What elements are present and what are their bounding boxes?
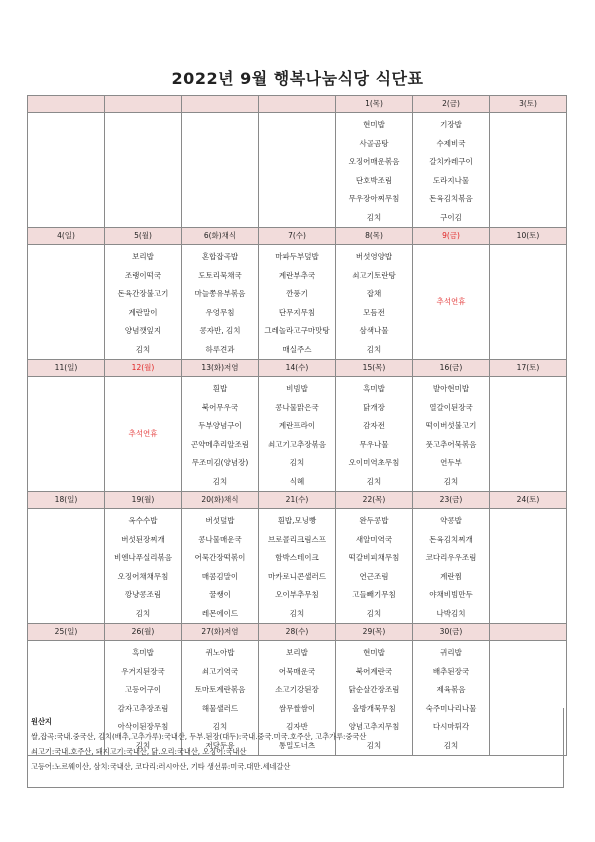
menu-item: 연두부 [440, 458, 462, 467]
menu-item: 흑미밥 [363, 384, 385, 393]
date-cell: 8(목) [336, 228, 413, 245]
date-cell: 13(화)저염 [182, 360, 259, 377]
menu-item: 모듬전 [363, 307, 385, 317]
origin-heading: 원산지 [31, 717, 52, 726]
menu-item: 숙주미나리나물 [425, 703, 477, 713]
menu-item: 삼색나물 [359, 326, 389, 335]
date-cell: 9(금) [413, 228, 490, 245]
date-cell: 29(목) [336, 624, 413, 641]
menu-item: 오징어채채무침 [117, 571, 169, 581]
menu-cell [259, 245, 336, 360]
origin-line: 쌀,잡곡:국내.중국산, 김치(배추,고추가루):국내산, 두부.된장(대두):국내.중국.미국.호주산, 고추가루:중국산 [31, 732, 367, 741]
menu-cell [413, 245, 490, 360]
menu-cell [28, 245, 105, 360]
menu-row [28, 377, 567, 492]
menu-item: 오징어매운볶음 [348, 157, 400, 166]
menu-item: 완두콩밥 [359, 516, 389, 525]
menu-cell [413, 377, 490, 492]
menu-item: 흰밥 [212, 384, 228, 393]
date-cell: 17(토) [490, 360, 567, 377]
menu-cell [105, 377, 182, 492]
date-cell: 6(화)채식 [182, 228, 259, 245]
menu-item: 감자전 [363, 421, 385, 430]
menu-item: 풋고추어묵볶음 [425, 439, 477, 449]
menu-item: 열갈이된장국 [429, 402, 473, 412]
origin-line: 고등어:노르웨이산, 삼치:국내산, 코다리:러시아산, 기타 생선류:미국.대만.세네갈산 [31, 762, 291, 771]
menu-item: 계란말이 [128, 307, 158, 317]
menu-item: 김치 [212, 722, 228, 731]
date-cell [259, 96, 336, 113]
menu-item: 마늘쫑유부볶음 [194, 289, 246, 298]
date-header-row [28, 228, 567, 245]
menu-cell [336, 509, 413, 624]
menu-item: 김치 [135, 740, 151, 750]
menu-item: 소고기강된장 [275, 685, 319, 694]
date-cell: 24(토) [490, 492, 567, 509]
date-cell: 1(목) [336, 96, 413, 113]
date-cell: 20(화)채식 [182, 492, 259, 509]
menu-item: 버섯영양밥 [355, 252, 393, 261]
date-cell: 10(토) [490, 228, 567, 245]
date-cell: 22(목) [336, 492, 413, 509]
menu-item: 배추된장국 [432, 666, 470, 676]
menu-item: 코다리우우조림 [425, 553, 477, 562]
menu-item: 김치 [289, 458, 305, 467]
menu-item: 김치 [289, 608, 305, 618]
menu-item: 오이부추무침 [275, 590, 319, 599]
holiday-label: 추석연휴 [128, 428, 158, 438]
menu-item: 혼합잡곡밥 [201, 252, 239, 261]
menu-item: 어묵매운국 [278, 666, 316, 676]
menu-cell [28, 509, 105, 624]
menu-item: 식혜 [289, 476, 305, 486]
menu-item: 무우장아찌무침 [348, 194, 400, 203]
menu-cell [182, 245, 259, 360]
menu-item: 쇠고기토란탕 [352, 270, 396, 280]
menu-item: 비엔나푸실리볶음 [114, 553, 172, 562]
menu-item: 함박스테이크 [275, 553, 319, 562]
menu-cell [105, 113, 182, 228]
menu-item: 레몬에이드 [201, 608, 239, 618]
menu-item: 퀴노아밥 [205, 648, 235, 657]
date-cell: 3(토) [490, 96, 567, 113]
menu-item: 꿀쌩이 [209, 590, 231, 599]
menu-row [28, 113, 567, 228]
date-cell: 16(금) [413, 360, 490, 377]
date-cell: 14(수) [259, 360, 336, 377]
holiday-label: 추석연휴 [436, 296, 466, 306]
menu-item: 김치 [135, 608, 151, 618]
menu-item: 잡채 [366, 289, 382, 298]
date-cell: 4(일) [28, 228, 105, 245]
menu-item: 아삭이된장무침 [117, 722, 169, 731]
menu-item: 매실주스 [282, 344, 312, 354]
menu-cell [182, 509, 259, 624]
date-cell: 30(금) [413, 624, 490, 641]
menu-item: 조랭이떡국 [124, 270, 162, 280]
menu-item: 연근조림 [359, 571, 389, 581]
menu-item: 마파두부덮밥 [275, 252, 319, 261]
menu-cell [259, 113, 336, 228]
menu-item: 버섯된장찌개 [121, 534, 165, 544]
menu-item: 브로콜리크림스프 [268, 534, 326, 544]
menu-item: 저당두유 [205, 740, 235, 750]
menu-table [27, 95, 567, 756]
date-cell: 12(월) [105, 360, 182, 377]
origin-section [27, 708, 564, 788]
menu-cell [28, 113, 105, 228]
menu-cell [490, 113, 567, 228]
menu-cell [105, 245, 182, 360]
menu-item: 올방개묵무침 [352, 703, 396, 713]
menu-item: 돈육김치찌개 [429, 534, 473, 544]
menu-item: 쌈무쌀쌈이 [278, 703, 316, 713]
menu-cell [28, 377, 105, 492]
menu-item: 콩자반, 김치 [199, 326, 241, 335]
menu-cell [413, 113, 490, 228]
date-cell: 5(월) [105, 228, 182, 245]
menu-item: 어묵간장떡볶이 [194, 553, 246, 562]
menu-item: 구이김 [440, 212, 462, 222]
menu-item: 깐풍기 [286, 289, 308, 298]
date-header-row [28, 96, 567, 113]
menu-item: 북어무우국 [201, 402, 239, 412]
date-cell [182, 96, 259, 113]
menu-item: 콩나물매운국 [198, 534, 242, 544]
menu-item: 발아현미밥 [432, 384, 470, 393]
menu-row [28, 245, 567, 360]
date-cell: 11(일) [28, 360, 105, 377]
menu-cell [182, 377, 259, 492]
menu-item: 고들빼기무침 [352, 590, 396, 599]
menu-item: 김치 [366, 212, 382, 222]
menu-item: 약콩밥 [440, 516, 462, 525]
menu-item: 하루견과 [205, 344, 235, 354]
menu-row [28, 509, 567, 624]
menu-item: 보리밥 [286, 648, 308, 657]
menu-item: 김치 [366, 740, 382, 750]
menu-item: 토마토계란볶음 [194, 685, 246, 694]
menu-item: 양념깻잎지 [124, 326, 162, 335]
menu-item: 돈육간장불고기 [117, 289, 169, 298]
menu-item: 야채비빔만두 [429, 590, 473, 599]
date-cell: 15(목) [336, 360, 413, 377]
date-header-row [28, 360, 567, 377]
menu-item: 새알미역국 [355, 534, 393, 544]
date-cell: 28(수) [259, 624, 336, 641]
menu-cell [336, 377, 413, 492]
menu-item: 오이미역초무침 [348, 458, 400, 467]
menu-item: 두부양념구이 [198, 421, 242, 430]
menu-item: 닭순살간장조림 [348, 685, 400, 694]
menu-item: 보리밥 [132, 252, 154, 261]
menu-cell [182, 113, 259, 228]
menu-cell [105, 509, 182, 624]
menu-cell [490, 509, 567, 624]
menu-item: 곤약메추리알조림 [191, 439, 249, 449]
date-cell: 25(일) [28, 624, 105, 641]
date-header-row [28, 492, 567, 509]
menu-item: 도라지나물 [432, 175, 470, 185]
menu-item: 떡이버섯불고기 [425, 421, 477, 430]
menu-item: 옥수수밥 [128, 516, 158, 525]
menu-item: 수제비국 [436, 138, 466, 148]
menu-item: 계란부추국 [278, 270, 316, 280]
menu-cell [259, 377, 336, 492]
menu-item: 떡갈비피채무침 [348, 553, 400, 562]
menu-item: 단무지무침 [278, 307, 316, 317]
menu-item: 깡냥콩조림 [124, 590, 162, 599]
menu-item: 비빔밥 [286, 384, 308, 393]
menu-item: 콩나물맑은국 [275, 402, 319, 412]
menu-item: 다시마튀각 [432, 722, 470, 731]
menu-item: 김치 [366, 608, 382, 618]
page-title: 2022년 9월 행복나눔식당 식단표 [171, 69, 424, 88]
menu-item: 김치 [366, 344, 382, 354]
menu-item: 마카로니콘샐러드 [268, 571, 326, 581]
origin-line: 쇠고기:국내.호주산, 돼지고기:국내산, 닭.오리:국내산, 오징어:국내산 [31, 747, 247, 756]
menu-cell [490, 245, 567, 360]
menu-item: 감자고추장조림 [117, 703, 169, 713]
date-cell: 21(수) [259, 492, 336, 509]
menu-item: 쇠고기역국 [201, 666, 239, 676]
menu-item: 해물샐러드 [201, 703, 239, 713]
date-cell: 2(금) [413, 96, 490, 113]
menu-cell [413, 509, 490, 624]
menu-item: 김자반 [286, 722, 308, 731]
menu-item: 무조미김(양념장) [191, 458, 249, 467]
menu-item: 단호박조림 [355, 175, 393, 185]
date-header-row [28, 624, 567, 641]
date-cell: 19(월) [105, 492, 182, 509]
menu-item: 계란찜 [440, 571, 462, 581]
menu-item: 김치 [443, 476, 459, 486]
menu-item: 흑미밥 [132, 648, 154, 657]
date-cell [105, 96, 182, 113]
menu-item: 돈육김치볶음 [429, 194, 473, 203]
menu-item: 김치 [135, 344, 151, 354]
menu-item: 귀리밥 [440, 648, 462, 657]
date-cell [28, 96, 105, 113]
menu-item: 나박김치 [436, 608, 466, 618]
date-cell: 18(일) [28, 492, 105, 509]
date-cell: 23(금) [413, 492, 490, 509]
menu-item: 사골곰탕 [359, 138, 389, 148]
menu-item: 닭개장 [363, 402, 385, 412]
menu-cell [336, 113, 413, 228]
menu-item: 김치 [443, 740, 459, 750]
date-cell: 26(월) [105, 624, 182, 641]
date-cell [490, 624, 567, 641]
menu-item: 우거지된장국 [121, 666, 165, 676]
menu-item: 김치 [212, 476, 228, 486]
menu-cell [490, 377, 567, 492]
menu-item: 갈치카레구이 [429, 157, 473, 166]
menu-item: 계란프라이 [278, 421, 316, 430]
menu-cell [336, 245, 413, 360]
menu-item: 그레놀라고구마맛탕 [264, 326, 330, 335]
menu-item: 현미밥 [363, 120, 385, 129]
date-cell: 27(화)저염 [182, 624, 259, 641]
menu-item: 현미밥 [363, 648, 385, 657]
menu-cell [259, 509, 336, 624]
date-cell: 7(수) [259, 228, 336, 245]
menu-item: 쇠고기고추장볶음 [268, 439, 326, 449]
menu-item: 버섯덮밥 [205, 516, 235, 525]
menu-item: 기장밥 [440, 120, 462, 129]
menu-item: 매콤김말이 [201, 571, 239, 581]
menu-item: 김치 [366, 476, 382, 486]
menu-item: 고등어구이 [124, 685, 162, 694]
menu-item: 북어계란국 [355, 666, 393, 676]
menu-item: 무우나물 [359, 439, 389, 449]
menu-item: 양념고추지무침 [348, 722, 400, 731]
menu-item: 통밀도너츠 [278, 740, 316, 750]
menu-item: 제육볶음 [436, 685, 466, 694]
menu-item: 흰밥,모닝빵 [277, 516, 317, 525]
menu-item: 도토리묵채국 [198, 270, 242, 280]
menu-item: 우엉무침 [205, 307, 235, 317]
